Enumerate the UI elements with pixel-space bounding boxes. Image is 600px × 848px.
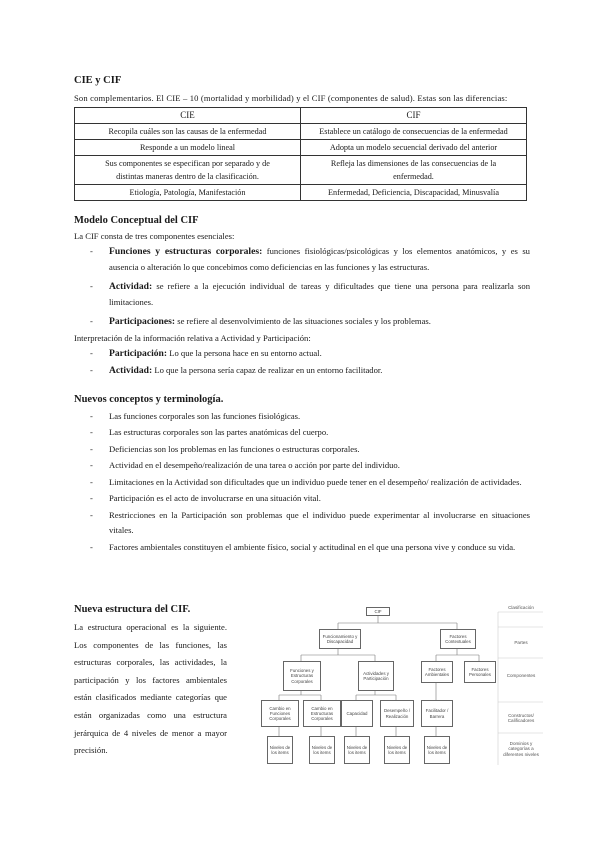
list-text: Lo que la persona sería capaz de realizar en un entorno facilitador. bbox=[152, 365, 383, 375]
list-term: Participación: bbox=[109, 347, 168, 359]
table-row bbox=[75, 156, 527, 185]
list-text: se refiere al desenvolvimiento de las situaciones sociales y los problemas. bbox=[175, 316, 431, 326]
column-header-cif: CIF bbox=[301, 108, 527, 124]
list-term: Funciones y estructuras corporales: bbox=[109, 246, 263, 257]
list-term: Actividad: bbox=[109, 281, 153, 292]
table-row bbox=[75, 124, 527, 140]
diagram-level-box: Niveles de los items bbox=[309, 736, 335, 764]
table-cell: Enfermedad, Deficiencia, Discapacidad, Minusvalía bbox=[301, 185, 527, 201]
list-text: se refiere a la ejecución individual de tareas y dificultades que tiene una persona para realizarla son limitaciones. bbox=[109, 281, 530, 307]
nuevos-heading: Nuevos conceptos y terminología. bbox=[74, 393, 224, 405]
diagram-level-box: Niveles de los items bbox=[267, 736, 293, 764]
list-term: Participaciones: bbox=[109, 316, 176, 327]
comparison-table bbox=[74, 107, 527, 201]
diagram-side-label: Constructos/ Calificadores bbox=[507, 713, 535, 724]
nuevos-list bbox=[74, 409, 530, 557]
column-header-cie: CIE bbox=[75, 108, 301, 124]
list-item bbox=[74, 346, 530, 362]
diagram-part-box: Factores Contextuales bbox=[440, 629, 476, 649]
cif-structure-diagram bbox=[261, 605, 543, 765]
diagram-part-box: Funcionamiento y Discapacidad bbox=[319, 629, 361, 649]
diagram-construct-box: Capacidad bbox=[341, 700, 373, 727]
diagram-component-box: Actividades y Participación bbox=[358, 661, 394, 691]
diagram-level-box: Niveles de los items bbox=[384, 736, 410, 764]
list-item bbox=[74, 314, 530, 330]
list-item: - Limitaciones en la Actividad son dificultades que un individuo puede tener en el desempeño/ realización de actividades. bbox=[74, 475, 530, 492]
list-item bbox=[74, 363, 530, 379]
list-item: - Participación es el acto de involucrarse en una situación vital. bbox=[74, 491, 530, 508]
diagram-component-box: Factores Personales bbox=[464, 661, 496, 683]
diagram-component-box: Funciones y Estructuras Corporales bbox=[283, 661, 321, 691]
list-item: - Las funciones corporales son las funciones fisiológicas. bbox=[74, 409, 530, 426]
diagram-root-box: CIF bbox=[366, 607, 390, 616]
table-cell: Responde a un modelo lineal bbox=[75, 140, 301, 156]
list-item bbox=[74, 244, 530, 275]
list-text: funciones fisiológicas/psicológicas y los elementos anatómicos, y es su ausencia o alteración lo que concebimos como deficiencias en las funciones y las estructuras. bbox=[109, 246, 530, 272]
modelo-list bbox=[74, 244, 530, 330]
list-text: Lo que la persona hace en su entorno actual. bbox=[167, 347, 322, 358]
diagram-side-label: Partes bbox=[514, 640, 528, 645]
table-cell: Refleja las dimensiones de las consecuencias de la enfermedad. bbox=[301, 156, 527, 185]
table-cell: Sus componentes se especifican por separado y de distintas maneras dentro de la clasificación. bbox=[75, 156, 301, 185]
diagram-side-label: Componentes bbox=[506, 673, 536, 678]
diagram-component-box: Factores Ambientales bbox=[421, 661, 453, 683]
list-item: - Las estructuras corporales son las partes anatómicas del cuerpo. bbox=[74, 425, 530, 442]
table-header-row bbox=[75, 108, 527, 124]
list-item: - Restricciones en la Participación son problemas que el individuo puede experimentar al involucrarse en situaciones vitales. bbox=[74, 508, 530, 540]
list-item: - Deficiencias son los problemas en las funciones o estructuras corporales. bbox=[74, 442, 530, 459]
diagram-level-box: Niveles de los items bbox=[424, 736, 450, 764]
diagram-side-label: Dominios y categorías a diferentes niveles bbox=[503, 741, 539, 757]
diagram-side-label: Clasificación bbox=[508, 605, 534, 610]
list-term: Actividad: bbox=[109, 365, 153, 376]
cie-cif-heading: CIE y CIF bbox=[74, 75, 122, 86]
diagram-construct-box: Cambio en Estructuras Corporales bbox=[303, 700, 341, 727]
table-row bbox=[75, 140, 527, 156]
cie-cif-intro: Son complementarios. El CIE – 10 (mortalidad y morbilidad) y el CIF (componentes de salud). Estas son las diferencias: bbox=[74, 93, 508, 103]
diagram-level-box: Niveles de los items bbox=[344, 736, 370, 764]
list-item: - Actividad en el desempeño/realización de una tarea o acción por parte del individuo. bbox=[74, 458, 530, 475]
diagram-construct-box: Facilitador / Barrera bbox=[421, 700, 453, 727]
table-row bbox=[75, 185, 527, 201]
estructura-heading: Nueva estructura del CIF. bbox=[74, 604, 191, 615]
document-page bbox=[74, 74, 530, 557]
estructura-text: La estructura operacional es la siguiente. Los componentes de las funciones, las estructuras corporales, las actividades, la participación y los factores ambientales están clasificados mediante categorías que están organizadas como una estructura jerárquica de 4 niveles de menor a mayor precisión. bbox=[74, 622, 227, 756]
interp-list bbox=[74, 346, 530, 379]
table-cell: Recopila cuáles son las causas de la enfermedad bbox=[75, 124, 301, 140]
diagram-construct-box: Desempeño / Realización bbox=[380, 700, 414, 727]
modelo-heading: Modelo Conceptual del CIF bbox=[74, 215, 199, 226]
table-cell: Establece un catálogo de consecuencias de la enfermedad bbox=[301, 124, 527, 140]
interp-intro: Interpretación de la información relativa a Actividad y Participación: bbox=[74, 332, 311, 343]
diagram-construct-box: Cambio en Funciones Corporales bbox=[261, 700, 299, 727]
modelo-intro: La CIF consta de tres componentes esenciales: bbox=[74, 231, 235, 241]
list-item: - Factores ambientales constituyen el ambiente físico, social y actitudinal en el que una persona vive y conduce su vida. bbox=[74, 540, 530, 557]
table-cell: Adopta un modelo secuencial derivado del anterior bbox=[301, 140, 527, 156]
table-cell: Etiología, Patología, Manifestación bbox=[75, 185, 301, 201]
list-item bbox=[74, 279, 530, 310]
